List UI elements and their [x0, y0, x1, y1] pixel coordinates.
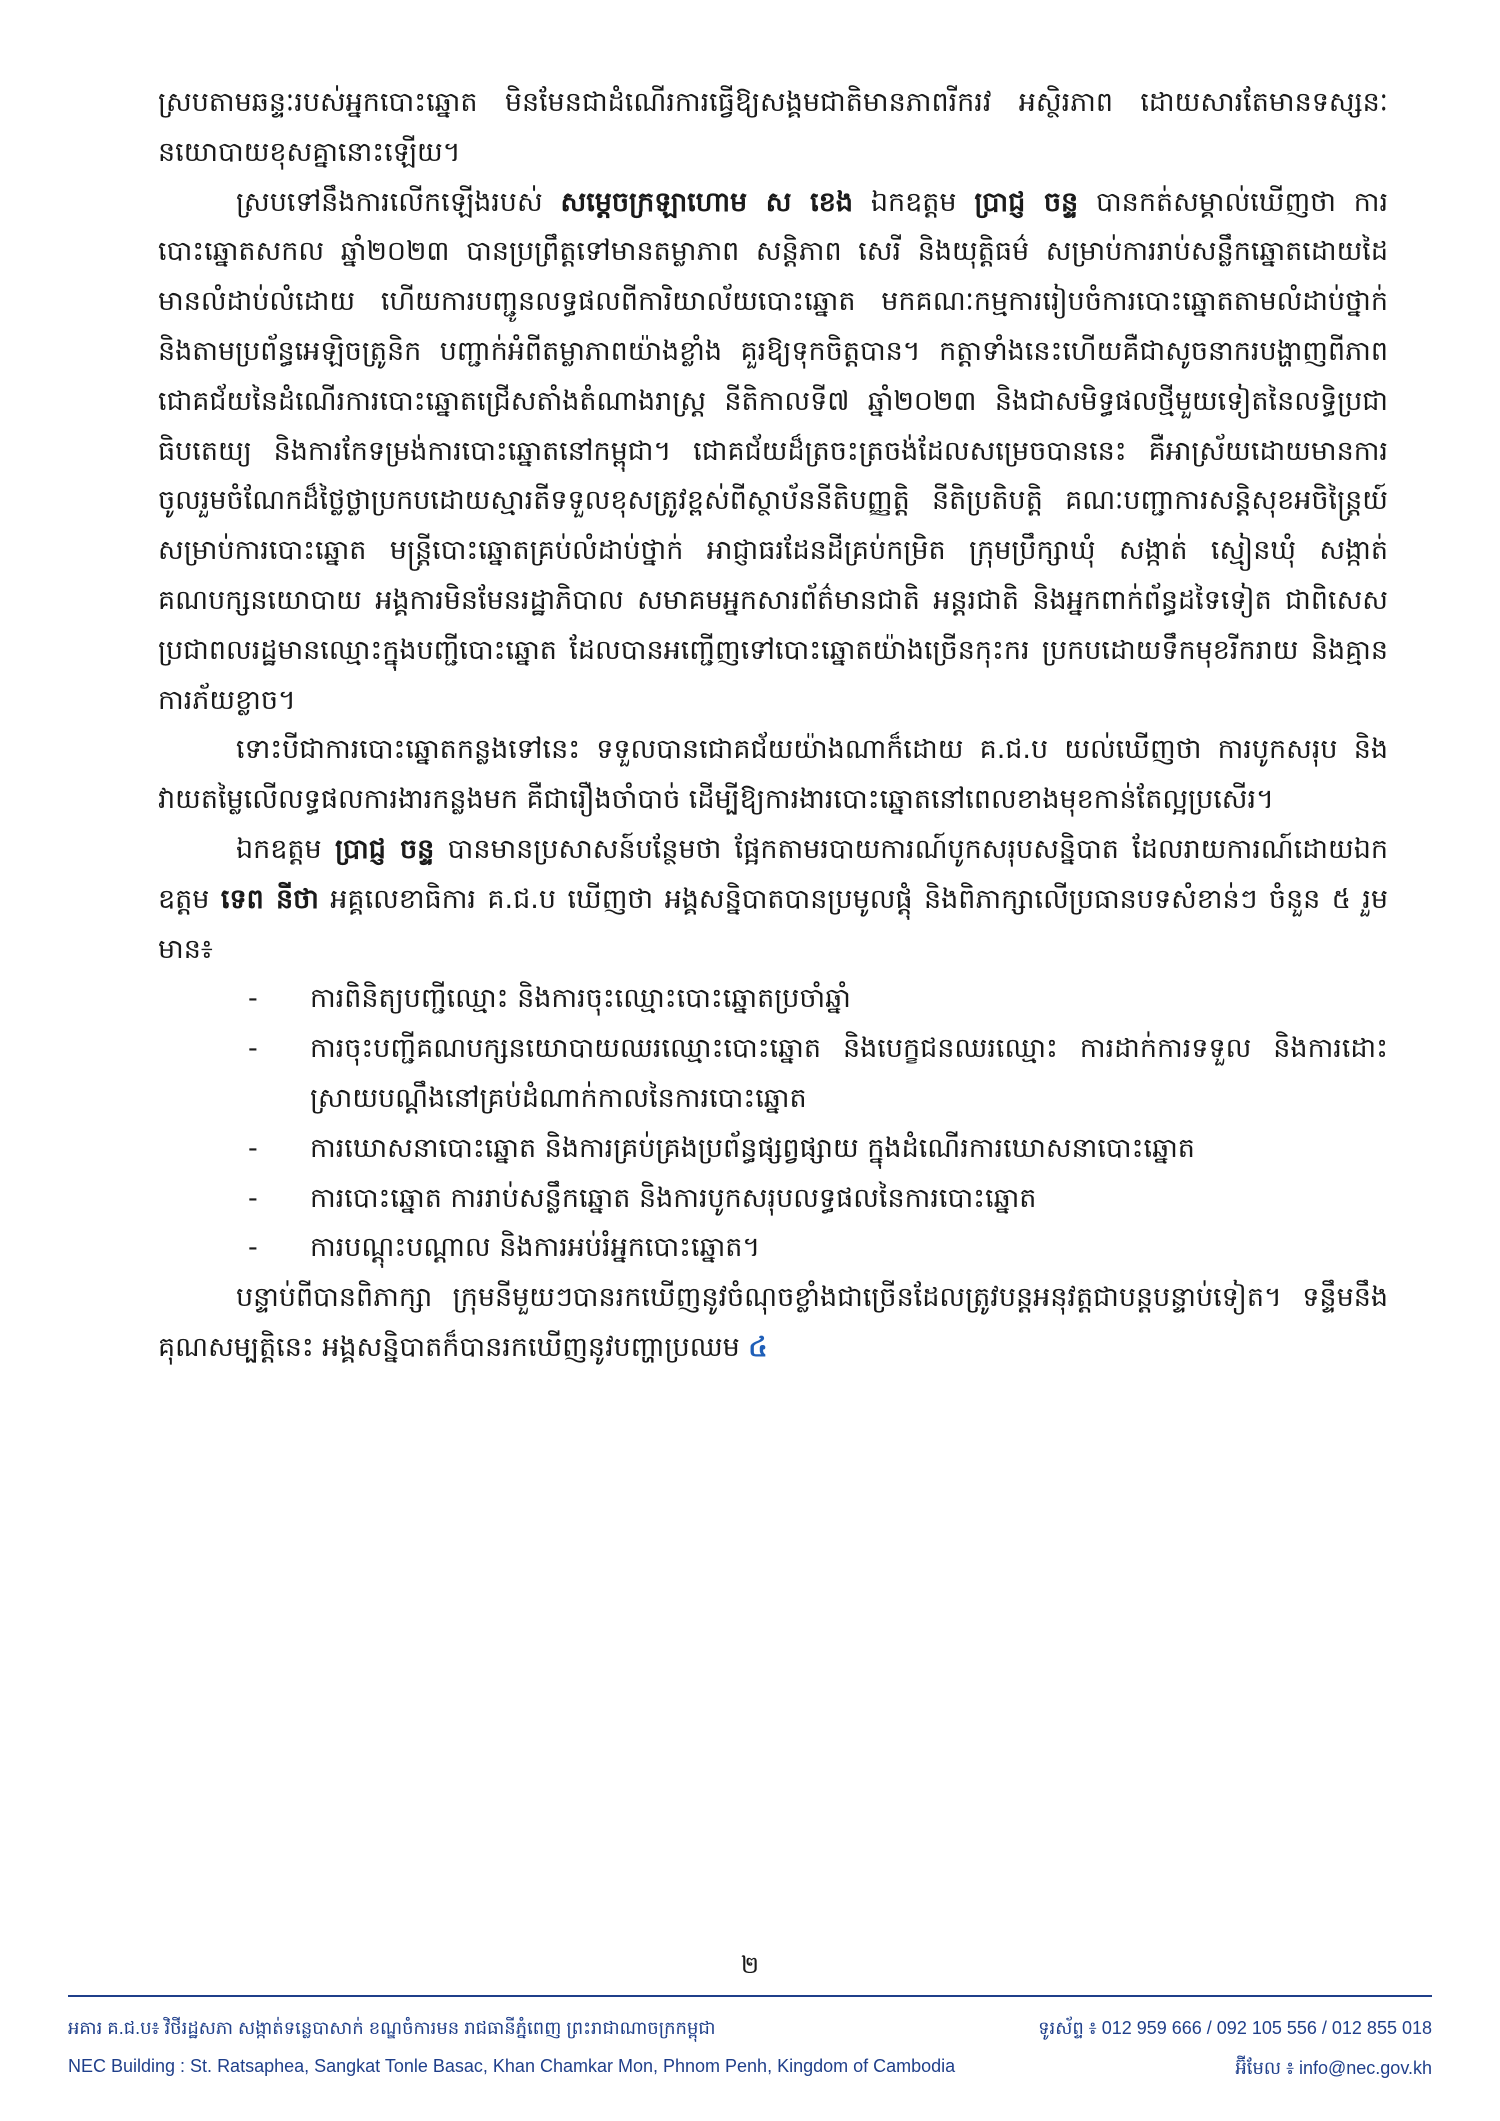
footer-line-khmer [68, 2016, 1432, 2043]
paragraph-4-lead: ឯកឧត្តម [236, 833, 336, 865]
next-page-marker: ៤ [748, 1331, 768, 1363]
bullet-dash: - [248, 1182, 258, 1214]
paragraph-4 [158, 825, 1388, 974]
list-item-text: ការឃោសនាបោះឆ្នោត និងការគ្រប់គ្រងប្រព័ន្ធផ្សព្វផ្សាយ ក្នុងដំណើរការឃោសនាបោះឆ្នោត [310, 1132, 1195, 1164]
footer-address-khmer: អគារ គ.ជ.ប៖ វិថីរដ្ឋសភា សង្កាត់ទន្លេបាសាក់ ខណ្ឌចំការមន រាជធានីភ្នំពេញ ព្រះរាជាណាចក្រកម្ពុជា [68, 2018, 716, 2038]
paragraph-4-tail: អគ្គលេខាធិការ គ.ជ.ប ឃើញថា អង្គសន្និបាតបានប្រមូលផ្តុំ និងពិភាក្សាលើប្រធានបទសំខាន់ៗ ចំនួន ៥ រួមមាន៖ [158, 883, 1389, 965]
paragraph-5 [158, 1273, 1388, 1373]
document-body [158, 78, 1388, 1373]
paragraph-4-mid: បានមានប្រសាសន៍បន្ថែមថា ផ្អែកតាមរបាយការណ៍បូកសរុបសន្និបាត ដែលរាយការណ៍ដោយឯកឧត្តម [158, 833, 1388, 915]
footer-line-english [68, 2056, 1432, 2077]
paragraph-2-body: បានកត់សម្គាល់ឃើញថា ការបោះឆ្នោតសកល ឆ្នាំ២០២៣ បានប្រព្រឹត្តទៅមានតម្លាភាព សន្តិភាព សេរី និងយុត្តិធម៌ សម្រាប់ការរាប់សន្លឹកឆ្នោតដោយដៃ មានលំដាប់លំដោយ ហើយការបញ្ជូនលទ្ធផលពីការិយាល័យបោះឆ្នោត មកគណៈកម្មការរៀបចំការបោះឆ្នោតតាមលំដាប់ថ្នាក់ និងតាមប្រព័ន្ធអេឡិចត្រូនិក បញ្ជាក់អំពីតម្លាភាពយ៉ាងខ្លាំង គួរឱ្យទុកចិត្តបាន។ កត្តាទាំងនេះហើយគឺជាសូចនាករបង្ហាញពីភាពជោគជ័យនៃដំណើរការបោះឆ្នោតជ្រើសតាំងតំណាងរាស្ត្រ នីតិកាលទី៧ ឆ្នាំ២០២៣ និងជាសមិទ្ធផលថ្មីមួយទៀតនៃលទ្ធិប្រជាធិបតេយ្យ និងការកែទម្រង់ការបោះឆ្នោតនៅកម្ពុជា។ ជោគជ័យដ៏ត្រចះត្រចង់ដែលសម្រេចបាននេះ គឺអាស្រ័យដោយមានការចូលរួមចំណែកដ៏ថ្លៃថ្លាប្រកបដោយស្មារតីទទួលខុសត្រូវខ្ពស់ពីស្ថាប័ននីតិបញ្ញត្តិ នីតិប្រតិបត្តិ គណៈបញ្ជាការសន្តិសុខអចិន្ត្រៃយ៍សម្រាប់ការបោះឆ្នោត មន្ត្រីបោះឆ្នោតគ្រប់លំដាប់ថ្នាក់ អាជ្ញាធរដែនដីគ្រប់កម្រិត ក្រុមប្រឹក្សាឃុំ សង្កាត់ ស្មៀនឃុំ សង្កាត់ គណបក្សនយោបាយ អង្គការមិនមែនរដ្ឋាភិបាល សមាគមអ្នកសារព័ត៌មានជាតិ អន្តរជាតិ និងអ្នកពាក់ព័ន្ធដទៃទៀត ជាពិសេសប្រជាពលរដ្ឋមានឈ្មោះក្នុងបញ្ជីបោះឆ្នោត ដែលបានអញ្ជើញទៅបោះឆ្នោតយ៉ាងច្រើនកុះករ ប្រកបដោយទឹកមុខរីករាយ និងគ្មានការភ័យខ្លាច។ [158, 186, 1389, 716]
list-item-text: ការបណ្តុះបណ្តាល និងការអប់រំអ្នកបោះឆ្នោត។ [310, 1232, 761, 1264]
page-number: ២ [740, 1951, 760, 1979]
bullet-dash: - [248, 1033, 258, 1065]
name-prach-chan-2: ប្រាជ្ញ ចន្ទ [335, 833, 435, 865]
list-item [248, 974, 1388, 1024]
topic-list [158, 974, 1388, 1273]
bullet-dash: - [248, 1232, 258, 1264]
bullet-dash: - [248, 983, 258, 1015]
list-item [248, 1124, 1388, 1174]
list-item [248, 1223, 1388, 1273]
list-item-text: ការចុះបញ្ជីគណបក្សនយោបាយឈរឈ្មោះបោះឆ្នោត និងបេក្ខជនឈរឈ្មោះ ការដាក់ការទទួល និងការដោះស្រាយបណ្តឹងនៅគ្រប់ដំណាក់កាលនៃការបោះឆ្នោត [310, 1033, 1388, 1114]
bullet-dash: - [248, 1132, 258, 1164]
footer-phone: ទូរស័ព្ទ ៖ 012 959 666 / 092 105 556 / 012 855 018 [1038, 2018, 1432, 2038]
footer-address-english: NEC Building : St. Ratsaphea, Sangkat Tonle Basac, Khan Chamkar Mon, Phnom Penh, Kingdom of Cambodia [68, 2056, 956, 2076]
name-tep-nytha: ទេព នីថា [220, 883, 319, 915]
list-item-text: ការពិនិត្យបញ្ជីឈ្មោះ និងការចុះឈ្មោះបោះឆ្នោតប្រចាំឆ្នាំ [310, 983, 851, 1015]
list-item-text: ការបោះឆ្នោត ការរាប់សន្លឹកឆ្នោត និងការបូកសរុបលទ្ធផលនៃការបោះឆ្នោត [310, 1182, 1037, 1214]
footer-divider [68, 1995, 1432, 1997]
footer-email: អ៊ីមែល ៖ info@nec.gov.kh [1235, 2058, 1432, 2078]
list-item [248, 1024, 1388, 1124]
paragraph-2-title: ឯកឧត្តម [853, 186, 975, 218]
paragraph-3: ទោះបីជាការបោះឆ្នោតកន្លងទៅនេះ ទទួលបានជោគជ័យយ៉ាងណាក៏ដោយ គ.ជ.ប យល់ឃើញថា ការបូកសរុប និងវាយតម្លៃលើលទ្ធផលការងារកន្លងមក គឺជារឿងចាំបាច់ ដើម្បីឱ្យការងារបោះឆ្នោតនៅពេលខាងមុខកាន់តែល្អប្រសើរ។ [158, 734, 1388, 816]
paragraph-5-text: បន្ទាប់ពីបានពិភាក្សា ក្រុមនីមួយៗបានរកឃើញនូវចំណុចខ្លាំងជាច្រើនដែលត្រូវបន្តអនុវត្តជាបន្តបន្ទាប់ទៀត។ ទន្ទឹមនឹងគុណសម្បត្តិនេះ អង្គសន្និបាតក៏បានរកឃើញនូវបញ្ហាប្រឈម [158, 1282, 1388, 1363]
paragraph-2 [158, 178, 1388, 726]
name-sar-kheng: សម្តេចក្រឡាហោម ស ខេង [560, 186, 853, 218]
paragraph-1: ស្របតាមឆន្ទៈរបស់អ្នកបោះឆ្នោត មិនមែនជាដំណើរការធ្វើឱ្យសង្គមជាតិមានភាពរីករវ អស្ថិរភាព ដោយសារតែមានទស្សនៈនយោបាយខុសគ្នានោះឡើយ។ [158, 87, 1388, 168]
paragraph-2-lead: ស្របទៅនឹងការលើកឡើងរបស់ [236, 186, 561, 218]
list-item [248, 1174, 1388, 1224]
name-prach-chan: ប្រាជ្ញ ចន្ទ [974, 186, 1079, 218]
